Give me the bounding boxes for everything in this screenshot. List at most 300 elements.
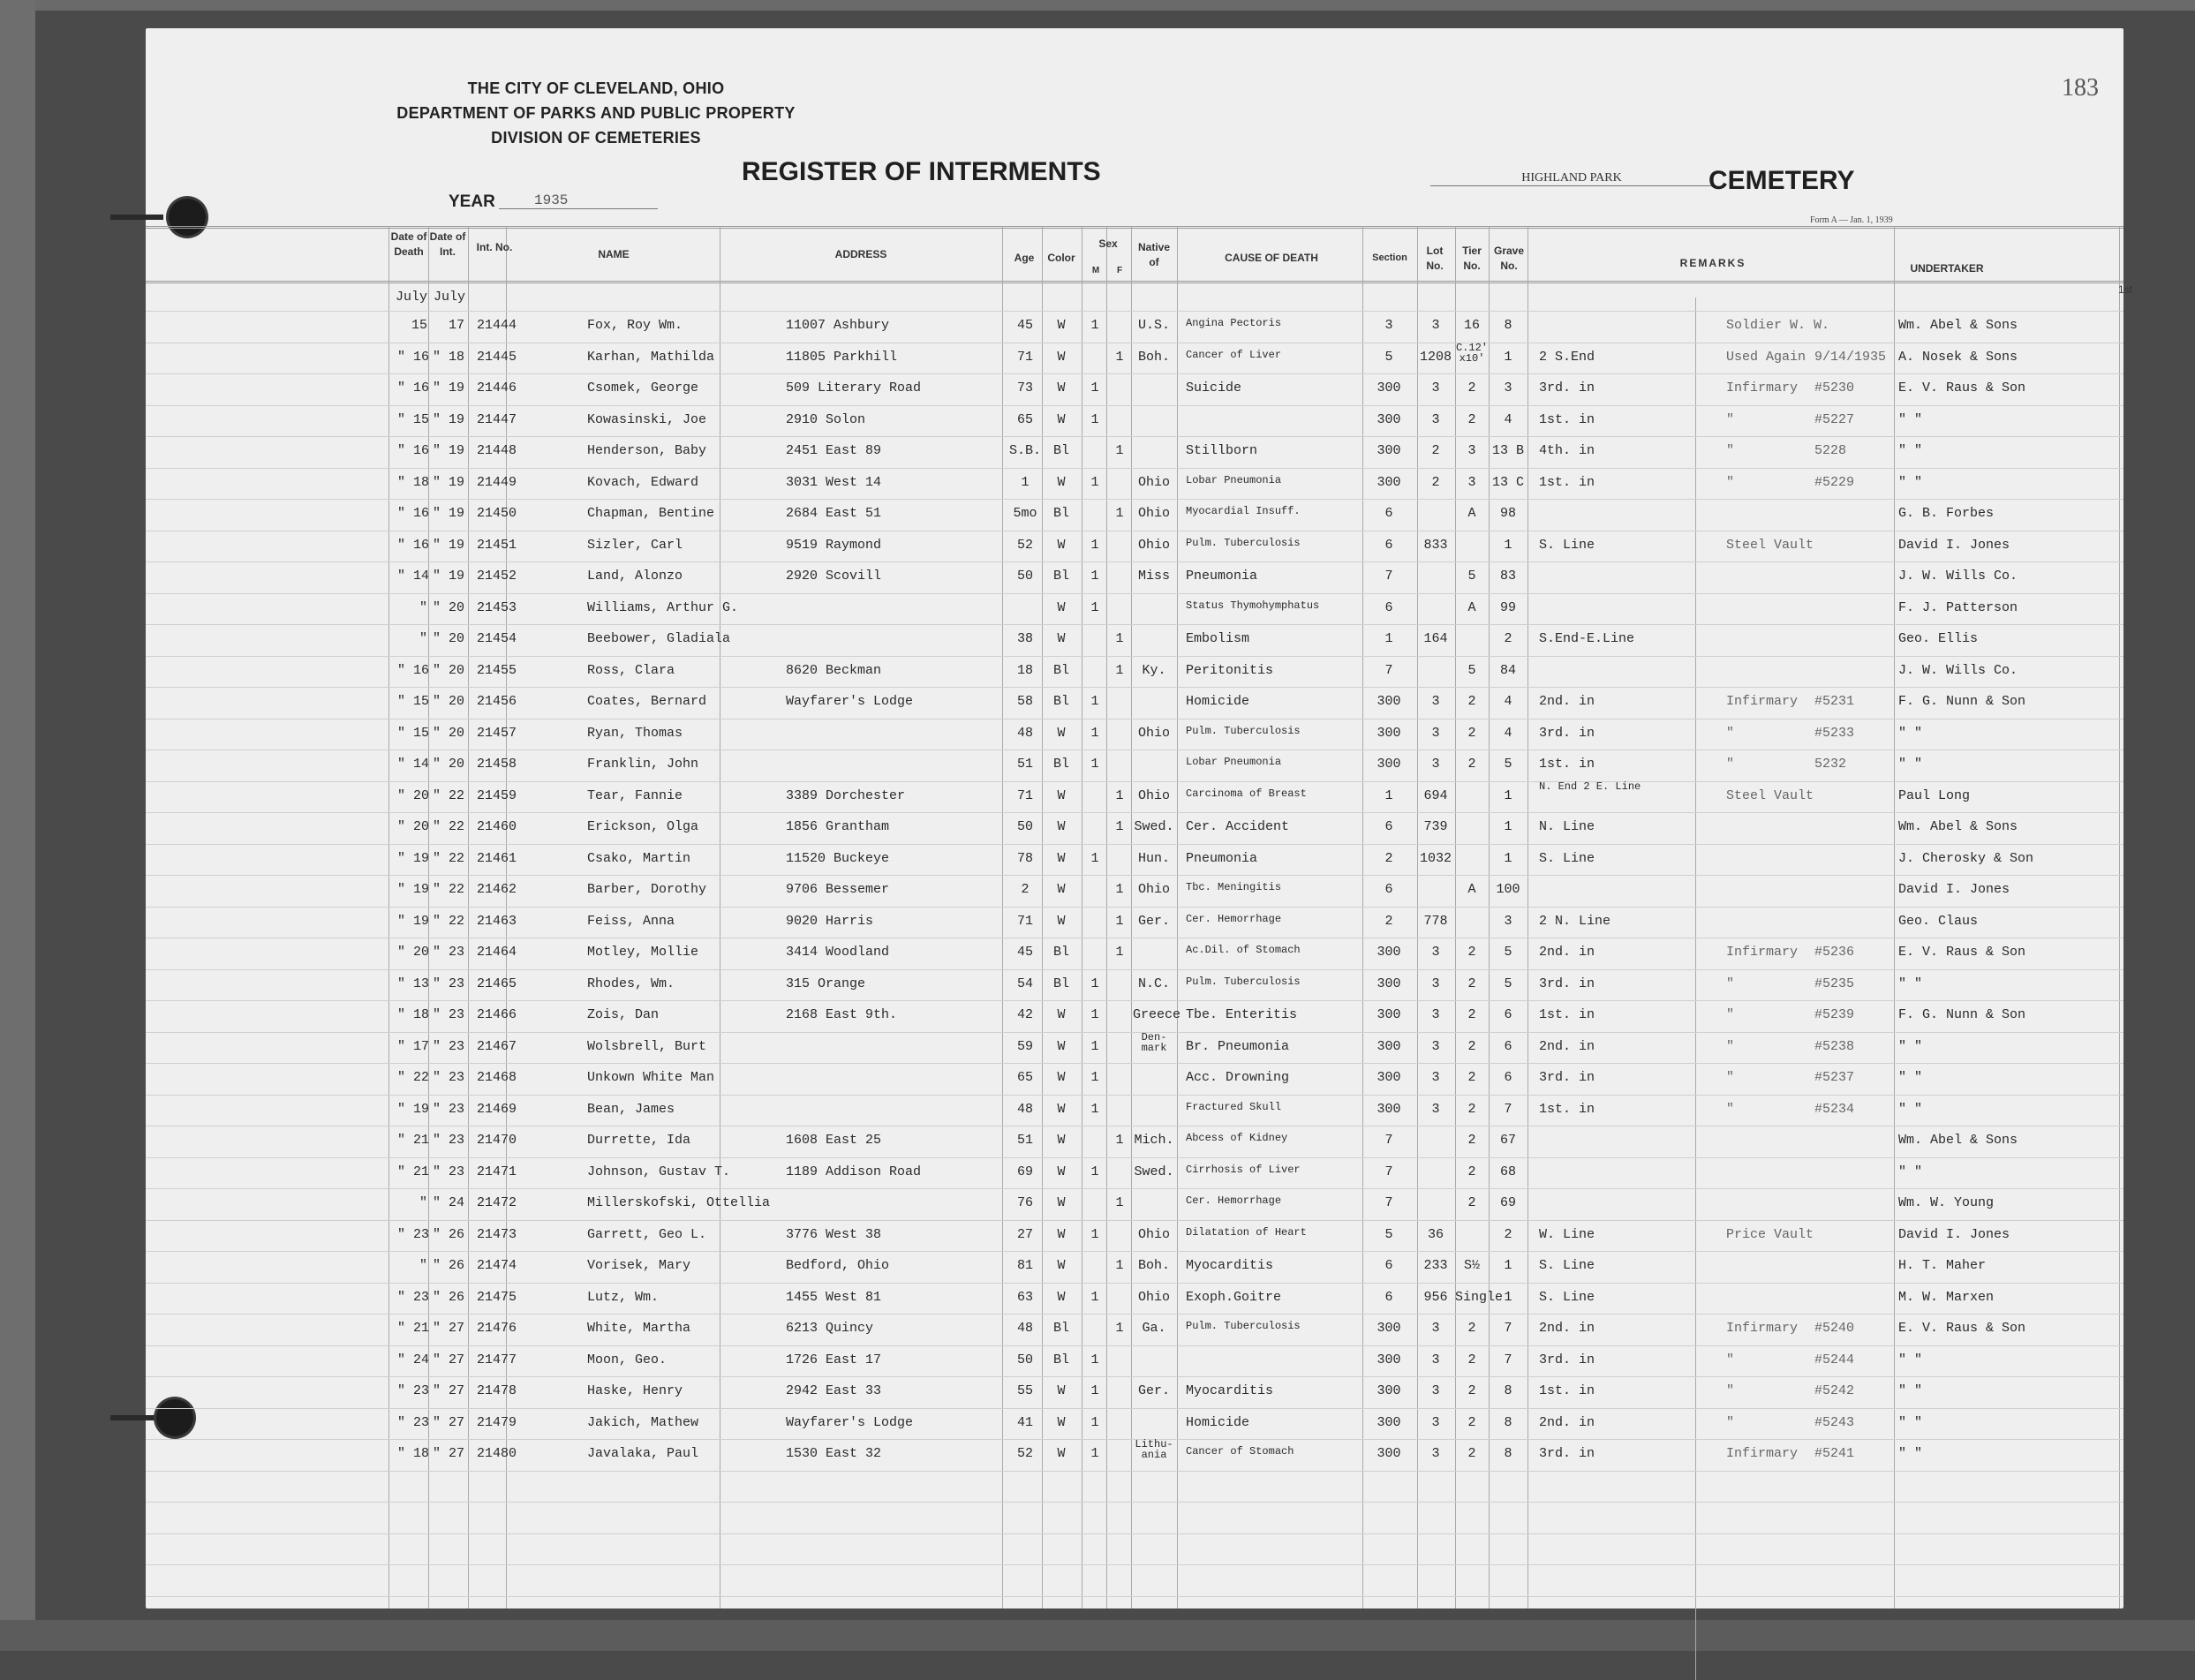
age: S.B. bbox=[1009, 443, 1042, 458]
lot-number: 2 bbox=[1431, 443, 1440, 458]
age: 50 bbox=[1016, 1352, 1033, 1367]
section: 300 bbox=[1377, 726, 1401, 741]
decedent-name: Millerskofski, Ottellia bbox=[587, 1195, 771, 1210]
section: 300 bbox=[1377, 1415, 1401, 1430]
grave-number: 3 bbox=[1504, 380, 1512, 396]
decedent-name: Karhan, Mathilda bbox=[587, 350, 715, 365]
remarks: " bbox=[1726, 976, 1735, 991]
section: 2 bbox=[1384, 914, 1393, 929]
grave-number: 4 bbox=[1504, 726, 1512, 741]
column-divider bbox=[1177, 226, 1178, 1608]
col-date-death: Date of Death bbox=[390, 230, 427, 258]
decedent-name: Erickson, Olga bbox=[587, 819, 699, 834]
decedent-name: Csomek, George bbox=[587, 380, 699, 396]
ruled-line bbox=[146, 656, 2123, 657]
lot-number: 833 bbox=[1423, 538, 1448, 553]
remarks: Price Vault bbox=[1726, 1227, 1814, 1242]
date-of-interment: " 22 bbox=[433, 882, 465, 897]
native-of: Ky. bbox=[1142, 663, 1166, 678]
col-int-no: Int. No. bbox=[476, 241, 513, 253]
color: W bbox=[1057, 538, 1066, 553]
remarks: " bbox=[1726, 726, 1735, 741]
color: Bl bbox=[1052, 1352, 1069, 1367]
native-of: Miss bbox=[1137, 569, 1170, 584]
cause-of-death: Pulm. Tuberculosis bbox=[1186, 725, 1301, 737]
grave-number: 1 bbox=[1504, 1258, 1512, 1273]
decedent-name: Ryan, Thomas bbox=[587, 726, 683, 741]
cemetery-label: CEMETERY bbox=[1708, 166, 1855, 195]
col-tier: Tier No. bbox=[1462, 245, 1482, 272]
undertaker: " " bbox=[1898, 1039, 1923, 1054]
date-of-death: " 23 bbox=[397, 1415, 430, 1430]
col-grave: Grave No. bbox=[1493, 245, 1525, 272]
sex-female: 1 bbox=[1115, 506, 1124, 521]
cause-of-death: Cer. Hemorrhage bbox=[1186, 1194, 1282, 1207]
lot-number: 778 bbox=[1423, 914, 1448, 929]
decedent-name: Unkown White Man bbox=[587, 1070, 715, 1085]
native-of: Swed. bbox=[1134, 1164, 1174, 1179]
remarks: " bbox=[1726, 1039, 1735, 1054]
native-of: Ohio bbox=[1137, 1227, 1170, 1242]
interment-number: 21478 bbox=[477, 1383, 517, 1398]
sex-male: 1 bbox=[1090, 380, 1099, 396]
year-label: YEAR bbox=[449, 192, 495, 211]
grave-number: 6 bbox=[1504, 1007, 1512, 1022]
col-lot: Lot No. bbox=[1426, 245, 1444, 272]
ruled-line bbox=[146, 1471, 2123, 1472]
remarks: Infirmary bbox=[1726, 945, 1799, 960]
location-note: 1st. in bbox=[1539, 475, 1595, 490]
section: 1 bbox=[1384, 788, 1393, 803]
grave-number: 8 bbox=[1504, 1383, 1512, 1398]
ruled-line bbox=[146, 907, 2123, 908]
tier-number: 2 bbox=[1467, 945, 1476, 960]
cause-of-death: Cer. Hemorrhage bbox=[1186, 913, 1282, 925]
date-of-death: " 17 bbox=[397, 1039, 430, 1054]
col-undertaker: UNDERTAKER bbox=[1910, 262, 1984, 275]
decedent-name: Johnson, Gustav T. bbox=[587, 1164, 731, 1179]
remarks-number: #5240 bbox=[1814, 1321, 1855, 1336]
interment-number: 21462 bbox=[477, 882, 517, 897]
date-of-death: " 16 bbox=[397, 506, 430, 521]
address: 11007 Ashbury bbox=[786, 318, 890, 333]
undertaker: H. T. Maher bbox=[1898, 1258, 1987, 1273]
grave-number: 84 bbox=[1499, 663, 1516, 678]
undertaker: E. V. Raus & Son bbox=[1898, 1321, 2026, 1336]
age: 81 bbox=[1016, 1258, 1033, 1273]
sex-female: 1 bbox=[1115, 1258, 1124, 1273]
cause-of-death: Stillborn bbox=[1186, 443, 1258, 458]
decedent-name: Wolsbrell, Burt bbox=[587, 1039, 707, 1054]
ruled-line bbox=[146, 468, 2123, 469]
column-divider bbox=[468, 226, 469, 1608]
ruled-line bbox=[146, 1408, 2123, 1409]
sex-male: 1 bbox=[1090, 412, 1099, 427]
age: 59 bbox=[1016, 1039, 1033, 1054]
decedent-name: Javalaka, Paul bbox=[587, 1446, 699, 1461]
undertaker: E. V. Raus & Son bbox=[1898, 380, 2026, 396]
age: 50 bbox=[1016, 569, 1033, 584]
color: W bbox=[1057, 726, 1066, 741]
section: 300 bbox=[1377, 757, 1401, 772]
undertaker: E. V. Raus & Son bbox=[1898, 945, 2026, 960]
cause-of-death: Carcinoma of Breast bbox=[1186, 787, 1307, 800]
grave-number: 98 bbox=[1499, 506, 1516, 521]
grave-number: 6 bbox=[1504, 1070, 1512, 1085]
interment-number: 21450 bbox=[477, 506, 517, 521]
location-note: 2nd. in bbox=[1539, 1415, 1595, 1430]
native-of: Boh. bbox=[1137, 1258, 1170, 1273]
color: Bl bbox=[1052, 663, 1069, 678]
binder-cover-bottom bbox=[0, 1620, 2195, 1651]
sex-male: 1 bbox=[1090, 1446, 1099, 1461]
address: 1726 East 17 bbox=[786, 1352, 882, 1367]
remarks-number: 9/14/1935 bbox=[1814, 350, 1887, 365]
undertaker: " " bbox=[1898, 1070, 1923, 1085]
lot-number: 3 bbox=[1431, 1102, 1440, 1117]
native-of: Ga. bbox=[1142, 1321, 1166, 1336]
address: 2168 East 9th. bbox=[786, 1007, 898, 1022]
remarks-number: #5239 bbox=[1814, 1007, 1855, 1022]
address: 2451 East 89 bbox=[786, 443, 882, 458]
interment-number: 21467 bbox=[477, 1039, 517, 1054]
sex-female: 1 bbox=[1115, 350, 1124, 365]
interment-number: 21463 bbox=[477, 914, 517, 929]
color: W bbox=[1057, 475, 1066, 490]
native-of: Greece bbox=[1133, 1007, 1181, 1022]
cause-of-death: Dilatation of Heart bbox=[1186, 1226, 1307, 1239]
age: 42 bbox=[1016, 1007, 1033, 1022]
interment-number: 21470 bbox=[477, 1133, 517, 1148]
lot-number: 3 bbox=[1431, 1383, 1440, 1398]
address: 1856 Grantham bbox=[786, 819, 890, 834]
date-of-death: " 21 bbox=[397, 1164, 430, 1179]
location-note: 2nd. in bbox=[1539, 1039, 1595, 1054]
cause-of-death: Pulm. Tuberculosis bbox=[1186, 1320, 1301, 1332]
interment-number: 21472 bbox=[477, 1195, 517, 1210]
address: 3031 West 14 bbox=[786, 475, 882, 490]
tier-number: 2 bbox=[1467, 1007, 1476, 1022]
date-of-interment: " 24 bbox=[433, 1195, 465, 1210]
date-of-death: " 18 bbox=[397, 1007, 430, 1022]
undertaker: Wm. Abel & Sons bbox=[1898, 819, 2018, 834]
tier-number: 2 bbox=[1467, 726, 1476, 741]
date-of-death: " 15 bbox=[397, 694, 430, 709]
interment-number: 21474 bbox=[477, 1258, 517, 1273]
grave-number: 4 bbox=[1504, 694, 1512, 709]
grave-number: 1 bbox=[1504, 350, 1512, 365]
remarks: " bbox=[1726, 1007, 1735, 1022]
form-note: Form A — Jan. 1, 1939 bbox=[1810, 215, 1893, 225]
date-of-interment: " 20 bbox=[433, 757, 465, 772]
color: W bbox=[1057, 1070, 1066, 1085]
column-divider bbox=[1042, 226, 1043, 1608]
color: Bl bbox=[1052, 443, 1069, 458]
sex-female: 1 bbox=[1115, 443, 1124, 458]
remarks-number: #5241 bbox=[1814, 1446, 1855, 1461]
section: 300 bbox=[1377, 1039, 1401, 1054]
undertaker: G. B. Forbes bbox=[1898, 506, 1995, 521]
cause-of-death: Myocarditis bbox=[1186, 1258, 1274, 1273]
section: 1 bbox=[1384, 631, 1393, 646]
cause-of-death: Br. Pneumonia bbox=[1186, 1039, 1290, 1054]
sex-female: 1 bbox=[1115, 631, 1124, 646]
interment-number: 21457 bbox=[477, 726, 517, 741]
section: 300 bbox=[1377, 1007, 1401, 1022]
cause-of-death: Myocarditis bbox=[1186, 1383, 1274, 1398]
remarks-number: 5232 bbox=[1814, 757, 1847, 772]
interment-number: 21459 bbox=[477, 788, 517, 803]
col-name: NAME bbox=[598, 248, 630, 260]
interment-number: 21449 bbox=[477, 475, 517, 490]
lot-number: 3 bbox=[1431, 380, 1440, 396]
remarks-number: #5229 bbox=[1814, 475, 1855, 490]
remarks-number: #5244 bbox=[1814, 1352, 1855, 1367]
location-note: 2 N. Line bbox=[1539, 914, 1611, 929]
interment-number: 21476 bbox=[477, 1321, 517, 1336]
native-of: Lithu-ania bbox=[1135, 1438, 1173, 1461]
sex-male: 1 bbox=[1090, 1227, 1099, 1242]
section: 5 bbox=[1384, 1227, 1393, 1242]
native-of: U.S. bbox=[1137, 318, 1170, 333]
grave-number: 1 bbox=[1504, 851, 1512, 866]
ruled-line bbox=[146, 1345, 2123, 1346]
age: 71 bbox=[1016, 914, 1033, 929]
interment-number: 21451 bbox=[477, 538, 517, 553]
lot-number: 3 bbox=[1431, 1039, 1440, 1054]
interment-number: 21446 bbox=[477, 380, 517, 396]
decedent-name: Ross, Clara bbox=[587, 663, 675, 678]
ruled-line bbox=[146, 593, 2123, 594]
cause-of-death: Homicide bbox=[1186, 694, 1250, 709]
cause-of-death: Acc. Drowning bbox=[1186, 1070, 1290, 1085]
location-note: 4th. in bbox=[1539, 443, 1595, 458]
location-note: S. Line bbox=[1539, 1258, 1595, 1273]
undertaker: David I. Jones bbox=[1898, 538, 2010, 553]
ruled-line bbox=[146, 1063, 2123, 1064]
address: 1608 East 25 bbox=[786, 1133, 882, 1148]
native-of: Ger. bbox=[1137, 914, 1170, 929]
grave-number: 7 bbox=[1504, 1352, 1512, 1367]
address: 3776 West 38 bbox=[786, 1227, 882, 1242]
ruled-line bbox=[146, 1188, 2123, 1189]
col-cause: CAUSE OF DEATH bbox=[1225, 252, 1318, 264]
location-note: 1st. in bbox=[1539, 412, 1595, 427]
tier-number: 2 bbox=[1467, 412, 1476, 427]
month-int: July bbox=[434, 290, 466, 305]
tier-number: 2 bbox=[1467, 1383, 1476, 1398]
location-note: S.End-E.Line bbox=[1539, 631, 1635, 646]
age: 5mo bbox=[1013, 506, 1037, 521]
date-of-interment: " 22 bbox=[433, 819, 465, 834]
date-of-interment: " 22 bbox=[433, 788, 465, 803]
column-divider bbox=[1362, 226, 1363, 1608]
interment-number: 21444 bbox=[477, 318, 517, 333]
age: 48 bbox=[1016, 1102, 1033, 1117]
grave-number: 1 bbox=[1504, 819, 1512, 834]
column-divider bbox=[1455, 226, 1456, 1608]
color: W bbox=[1057, 1039, 1066, 1054]
interment-number: 21479 bbox=[477, 1415, 517, 1430]
age: 73 bbox=[1016, 380, 1033, 396]
grave-number: 13 C bbox=[1491, 475, 1524, 490]
sex-male: 1 bbox=[1090, 1383, 1099, 1398]
remarks: Infirmary bbox=[1726, 694, 1799, 709]
sex-male: 1 bbox=[1090, 1164, 1099, 1179]
date-of-death: " 24 bbox=[397, 1352, 430, 1367]
location-note: 3rd. in bbox=[1539, 380, 1595, 396]
address: 9519 Raymond bbox=[786, 538, 882, 553]
date-of-death: " 23 bbox=[397, 1227, 430, 1242]
remarks-number: #5238 bbox=[1814, 1039, 1855, 1054]
tier-number: 2 bbox=[1467, 1039, 1476, 1054]
sex-male: 1 bbox=[1090, 600, 1099, 615]
decedent-name: Lutz, Wm. bbox=[587, 1290, 660, 1305]
section: 6 bbox=[1384, 1290, 1393, 1305]
punch-hole-bottom bbox=[156, 1399, 193, 1436]
cause-of-death: Suicide bbox=[1186, 380, 1242, 396]
location-note: N. Line bbox=[1539, 819, 1595, 834]
grave-number: 8 bbox=[1504, 1415, 1512, 1430]
color: W bbox=[1057, 914, 1066, 929]
decedent-name: Kovach, Edward bbox=[587, 475, 699, 490]
date-of-death: " 16 bbox=[397, 663, 430, 678]
undertaker: Wm. W. Young bbox=[1898, 1195, 1995, 1210]
date-of-death: " 14 bbox=[397, 569, 430, 584]
section: 3 bbox=[1384, 318, 1393, 333]
division-heading: DIVISION OF CEMETERIES bbox=[491, 129, 701, 147]
cause-of-death: Cer. Accident bbox=[1186, 819, 1290, 834]
date-of-interment: " 26 bbox=[433, 1227, 465, 1242]
decedent-name: Franklin, John bbox=[587, 757, 699, 772]
address: 3414 Woodland bbox=[786, 945, 890, 960]
undertaker: " " bbox=[1898, 1164, 1923, 1179]
cause-of-death: Lobar Pneumonia bbox=[1186, 474, 1282, 486]
grave-number: 83 bbox=[1499, 569, 1516, 584]
native-of: Hun. bbox=[1137, 851, 1170, 866]
interment-number: 21475 bbox=[477, 1290, 517, 1305]
age: 65 bbox=[1016, 412, 1033, 427]
ruled-line bbox=[146, 499, 2123, 500]
sex-male: 1 bbox=[1090, 1007, 1099, 1022]
remarks: " bbox=[1726, 1383, 1735, 1398]
color: W bbox=[1057, 1195, 1066, 1210]
address: 6213 Quincy bbox=[786, 1321, 874, 1336]
date-of-death: " bbox=[419, 600, 427, 615]
date-of-interment: " 27 bbox=[433, 1383, 465, 1398]
address: Bedford, Ohio bbox=[786, 1258, 890, 1273]
ruled-line bbox=[146, 969, 2123, 970]
column-divider bbox=[1527, 226, 1528, 1608]
cause-of-death: Cancer of Liver bbox=[1186, 349, 1282, 361]
grave-number: 100 bbox=[1496, 882, 1520, 897]
date-of-interment: " 19 bbox=[433, 380, 465, 396]
interment-number: 21460 bbox=[477, 819, 517, 834]
section: 300 bbox=[1377, 412, 1401, 427]
tier-number: S½ bbox=[1463, 1258, 1480, 1273]
sex-male: 1 bbox=[1090, 976, 1099, 991]
col-age: Age bbox=[1014, 252, 1035, 264]
sex-female: 1 bbox=[1115, 819, 1124, 834]
section: 300 bbox=[1377, 1352, 1401, 1367]
age: 76 bbox=[1016, 1195, 1033, 1210]
sex-male: 1 bbox=[1090, 1415, 1099, 1430]
section: 300 bbox=[1377, 1321, 1401, 1336]
interment-number: 21458 bbox=[477, 757, 517, 772]
location-note: 1st. in bbox=[1539, 757, 1595, 772]
undertaker: Paul Long bbox=[1898, 788, 1971, 803]
section: 6 bbox=[1384, 538, 1393, 553]
tier-number: 2 bbox=[1467, 1352, 1476, 1367]
city-heading: THE CITY OF CLEVELAND, OHIO bbox=[467, 79, 725, 97]
decedent-name: Csako, Martin bbox=[587, 851, 691, 866]
grave-number: 6 bbox=[1504, 1039, 1512, 1054]
undertaker: " " bbox=[1898, 1415, 1923, 1430]
section: 6 bbox=[1384, 882, 1393, 897]
sex-male: 1 bbox=[1090, 1070, 1099, 1085]
date-of-interment: 17 bbox=[448, 318, 464, 333]
ruled-line bbox=[146, 1000, 2123, 1001]
age: 48 bbox=[1016, 1321, 1033, 1336]
remarks: " bbox=[1726, 443, 1735, 458]
native-of: N.C. bbox=[1137, 976, 1170, 991]
date-of-interment: " 20 bbox=[433, 694, 465, 709]
remarks: Infirmary bbox=[1726, 380, 1799, 396]
col-sex: Sex bbox=[1098, 237, 1118, 250]
tier-number: 2 bbox=[1467, 1102, 1476, 1117]
address: 2920 Scovill bbox=[786, 569, 882, 584]
decedent-name: Kowasinski, Joe bbox=[587, 412, 707, 427]
lot-number: 36 bbox=[1427, 1227, 1444, 1242]
remarks-number: #5231 bbox=[1814, 694, 1855, 709]
date-of-death: " bbox=[419, 631, 427, 646]
interment-number: 21453 bbox=[477, 600, 517, 615]
col-remarks: REMARKS bbox=[1679, 257, 1746, 269]
sex-female: 1 bbox=[1115, 663, 1124, 678]
date-of-death: " 19 bbox=[397, 851, 430, 866]
column-divider bbox=[1131, 226, 1132, 1608]
age: 78 bbox=[1016, 851, 1033, 866]
color: W bbox=[1057, 380, 1066, 396]
lot-number: 3 bbox=[1431, 757, 1440, 772]
address: Wayfarer's Lodge bbox=[786, 1415, 914, 1430]
undertaker: " " bbox=[1898, 1383, 1923, 1398]
date-of-death: " 15 bbox=[397, 412, 430, 427]
age: 45 bbox=[1016, 945, 1033, 960]
remarks: " bbox=[1726, 1102, 1735, 1117]
color: W bbox=[1057, 1290, 1066, 1305]
age: 54 bbox=[1016, 976, 1033, 991]
lot-number: 1208 bbox=[1419, 350, 1452, 365]
grave-number: 68 bbox=[1499, 1164, 1516, 1179]
interment-number: 21464 bbox=[477, 945, 517, 960]
age: 27 bbox=[1016, 1227, 1033, 1242]
sex-female: 1 bbox=[1115, 882, 1124, 897]
undertaker: F. J. Patterson bbox=[1898, 600, 2018, 615]
date-of-death: " 20 bbox=[397, 819, 430, 834]
decedent-name: Beebower, Gladiala bbox=[587, 631, 731, 646]
col-section: Section bbox=[1372, 252, 1407, 263]
age: 50 bbox=[1016, 819, 1033, 834]
cause-of-death: Pulm. Tuberculosis bbox=[1186, 976, 1301, 988]
cause-of-death: Embolism bbox=[1186, 631, 1250, 646]
decedent-name: Durrette, Ida bbox=[587, 1133, 691, 1148]
col-sex-f: F bbox=[1116, 266, 1123, 275]
tier-number: 2 bbox=[1467, 380, 1476, 396]
col-sex-m: M bbox=[1091, 266, 1100, 275]
date-of-interment: " 23 bbox=[433, 976, 465, 991]
decedent-name: Williams, Arthur G. bbox=[587, 600, 739, 615]
